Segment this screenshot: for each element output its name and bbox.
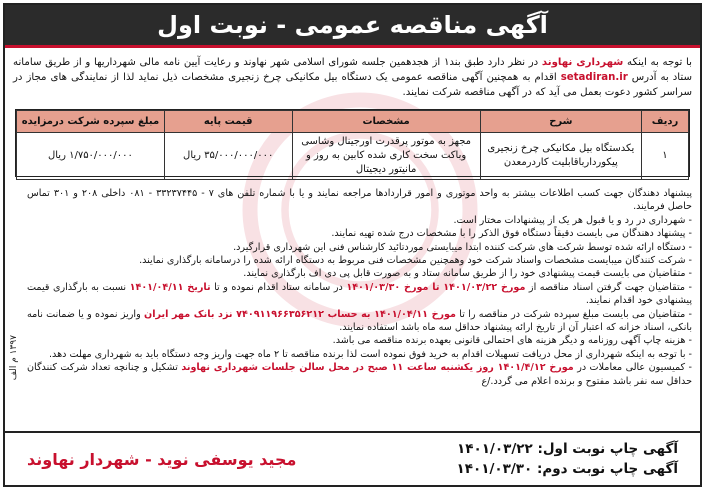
note-item: - پیشنهاد دهندگان می بایست دقیقاً دستگاه فوق الذکر را با مشخصات درج شده تهیه نمایند. [331, 228, 692, 240]
col-header-index: ردیف [641, 111, 688, 133]
note-item: - شهرداری در رد و یا قبول هر یک از پیشنهادات مختار است. [453, 214, 692, 226]
cell-index: ۱ [641, 133, 688, 180]
notice-header [5, 5, 700, 48]
note-item: - دستگاه ارائه شده توسط شرکت های شرکت کننده ابتدا میبایستی موردتائید کارشناس فنی این شهرداری قرارگیرد. [233, 241, 692, 253]
setad-website-link[interactable]: setadiran.ir [560, 72, 628, 83]
col-header-base-price: قیمت پایه [164, 111, 292, 133]
col-header-specs: مشخصات [292, 111, 480, 133]
organization-name: شهرداری نهاوند [541, 57, 624, 68]
note-item: - هزینه چاپ آگهی روزنامه و دیگر هزینه های احتمالی قانونی بعهده برنده مناقصه می باشد. [332, 335, 692, 347]
notice-title: آگهی مناقصه عمومی - نوبت اول [157, 11, 548, 39]
note-item: - متقاضیان می بایست قیمت پیشنهادی خود را از طریق سامانه ستاد و به صورت قابل پی دی اف بارگذاری نمایند. [243, 268, 692, 280]
publish-date-first: آگهی چاپ نوبت اول: ۱۴۰۱/۰۳/۲۲ [456, 441, 678, 457]
tender-table [15, 109, 690, 177]
note-contact: پیشنهاد دهندگان جهت کسب اطلاعات بیشتر به واحد موتوری و امور قراردادها مراجعه نمایند و یا با شماره تلفن های ۷ - ۳۳۲۳۷۴۴۵ - ۰۸۱ داخلی ۲۰۸ و ۳۰۱ تماس حاصل فرمایند. [27, 188, 693, 213]
note-item: - شرکت کنندگان میبایست مشخصات واسناد شرکت خود وهمچنین مشخصات فنی مربوط به دستگاه ارائه شده را درسامانه بارگذاری نمایند. [139, 255, 692, 267]
conditions-list [27, 187, 692, 388]
cell-base-price: ۳۵/۰۰۰/۰۰۰/۰۰۰ ریال [164, 133, 292, 180]
col-header-description: شرح [480, 111, 641, 133]
ad-code: ۱۳۹۷ م الف [9, 335, 19, 381]
note-documents-dates: - متقاضیان جهت گرفتن اسناد مناقصه از مورخ ۱۴۰۱/۰۳/۲۲ تا مورخ ۱۴۰۱/۰۳/۳۰ در سامانه ستاد اقدام نموده و تا تاریخ ۱۴۰۱/۰۴/۱۱ نسبت به بارگذاری قیمت پیشنهادی خود اقدام نمایند. [27, 281, 692, 307]
col-header-deposit: مبلغ سپرده شرکت درمزایده [17, 111, 165, 133]
note-deposit-account: - متقاضیان می بایست مبلغ سپرده شرکت در مناقصه را تا مورخ ۱۴۰۱/۰۴/۱۱ به حساب ۷۴۰۹۱۱۹۶۶۳۵۶۲۱۲ نزد بانک مهر ایران واریز نموده و یا ضمانت نامه بانکی، اسناد خزانه که اعتبار آن از تاریخ ارائه پیشنهاد حداقل سه ماه باشد استفاده نمایند. [27, 308, 692, 334]
signer-name: مجید یوسفی نوید - شهردار نهاوند [27, 449, 297, 469]
note-item: - با توجه به اینکه شهرداری از محل دریافت تسهیلات اقدام به خرید فوق نموده است لذا برنده مناقصه تا ۲ ماه جهت واریز وجه دستگاه باید به شهرداری مهلت دهد. [49, 348, 692, 360]
publish-date-second: آگهی چاپ نوبت دوم: ۱۴۰۱/۰۳/۳۰ [456, 461, 678, 477]
table-row [17, 133, 689, 180]
intro-paragraph: با توجه به اینکه شهرداری نهاوند در نظر دارد طبق بند۱ از هجدهمین جلسه شورای اسلامی شهر نهاوند و رعایت آیین نامه مالی شهرداریها و از طریق سامانه ستاد به آدرس setadiran.ir اقدام به همچنین آگهی مناقصه عمومی یک دستگاه بیل مکانیکی چرخ زنجیری مشخصات ذیل نماید لذا از نمایندگی های مجاز در سراسر کشور دعوت بعمل می آید که در آگهی مناقصه شرکت نمایند. [13, 57, 692, 98]
table-header-row [17, 111, 689, 133]
notice-footer [5, 431, 700, 485]
publish-dates [457, 439, 679, 479]
tender-notice [3, 3, 702, 487]
cell-specs: مجهز به موتور پرقدرت اورجینال وشاسی وباکت سخت کاری شده کابین به روز و مانیتور دیجیتال [292, 133, 480, 180]
cell-deposit: ۱/۷۵۰/۰۰۰/۰۰۰ ریال [17, 133, 165, 180]
note-commission: - کمیسیون عالی معاملات در مورخ ۱۴۰۱/۴/۱۲ روز یکشنبه ساعت ۱۱ صبح در محل سالن جلسات شهرداری نهاوند تشکیل و چنانچه تعداد شرکت کنندگان حداقل سه نفر باشد مفتوح و برنده اعلام می گردد./ع [27, 362, 692, 387]
cell-description: یکدستگاه بیل مکانیکی چرخ زنجیری پیکوردارباقابلیت کاردرمعدن [480, 133, 641, 180]
